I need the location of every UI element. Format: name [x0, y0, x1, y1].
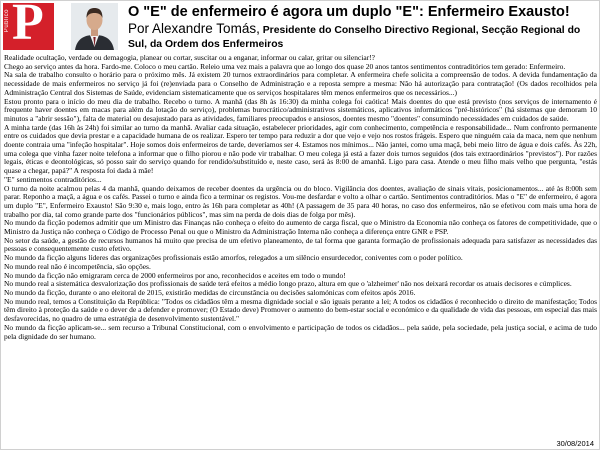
- paragraph: No mundo real não é incompetência, são opções.: [4, 261, 151, 271]
- newspaper-logo: [3, 3, 54, 50]
- author-name: Por Alexandre Tomás,: [128, 21, 260, 36]
- author-role: Presidente do Conselho Directivo Regional, Secção Regional do Sul, da Ordem dos Enfermeiros: [128, 25, 581, 50]
- author-portrait-icon: [71, 3, 118, 50]
- paragraph: O turno da noite acalmou pelas 4 da manhã, quando deixamos de receber doentes da urgência ou do bloco. Vigilância dos doentes, avaliação de sinais vitais, posicionamentos... até às 8:00h sem parar. Reponho a maçã, a água e os cafés. Passei o turno e ainda fico a terminar os registos. Vou-me desfardar e volto a olhar o cartão. Sentimentos contraditórios. Mas o "E" de enfermeiro, é agora um duplo "E", Enfermeiro Exausto! São 9:30 e, mais logo, entro às 16h para completar as 40h! (A passagem de 35 para 40 horas, no caso dos enfermeiros, não se efetivou com mais uma hora de trabalho por dia, tal como grande parte dos "funcionários públicos", mas sim na perda de dois dias de folga por mês).: [4, 183, 597, 219]
- paragraph: No mundo real, temos a Constituição da República: "Todos os cidadãos têm a mesma dignidade social e são iguais perante a lei; A todos os cidadãos é reconhecido o direito de manifestação; Todos têm direito à proteção da saúde e o dever de a defender e promover; (O Estado deve) Promover o aumento do bem-estar social e económico e da qualidade de vida das pessoas, em especial das mais desfavorecidas, no quadro de uma estratégia de desenvolvimento sustentável.": [4, 296, 597, 324]
- paragraph: Estou pronto para o início do meu dia de trabalho. Recebo o turno. A manhã (das 8h às 16:30) da minha colega foi caótica! Mais doentes do que está previsto (nos serviços de internamento é frequente haver doentes em macas para além da lotação do serviço), problemas burocrático/administrativos sistemáticos, aplicativos informáticos "pré-históricos" (há sistemas que demoram 10 minutos a "abrir sessão"), falta de material ou desajustado para as atividades, familiares preocupados e ansiosos, doentes mesmo "doentes" consumindo necessidades em cuidados de saúde.: [4, 96, 597, 123]
- paragraph: No mundo da ficção aplicam-se... sem recurso a Tribunal Constitucional, com o envolvimento e participação de todos os cidadãos... pela saúde, pela sociedade, pela justiça social, e acima de tudo pela dignidade do ser humano.: [4, 322, 597, 341]
- paragraph: No mundo da ficção não emigraram cerca de 2000 enfermeiros por ano, reconhecidos e aceites em todo o mundo!: [4, 270, 346, 280]
- paragraph: Chego ao serviço antes da hora. Fardo-me. Coloco o meu cartão. Releio uma vez mais a palavra que ao longo dos quase 20 anos tantos sentimentos contraditórios tem gerado: Enfermeiro.: [4, 61, 566, 71]
- logo-letter: P: [12, 3, 44, 50]
- article-body: [4, 54, 597, 447]
- article-title: O "E" de enfermeiro é agora um duplo "E": Enfermeiro Exausto!: [128, 4, 570, 20]
- paragraph: No mundo da ficção alguns líderes das organizações profissionais estão amorfos, relegados a um silêncio ensurdecedor, coniventes com o poder político.: [4, 253, 463, 263]
- author-photo: [71, 3, 118, 50]
- paragraph: No mundo real a sistemática desvalorização dos profissionais de saúde terá efeitos a médio longo prazo, altura em que o 'alzheimer' não nos deixará recordar os atuais decisores e cúmplices.: [4, 279, 572, 289]
- logo-word: Público: [4, 9, 10, 33]
- paragraph: Na sala de trabalho consulto o horário para o próximo mês. Já existem 20 turnos extraordinários para completar. A enfermeira chefe solicita a compreensão de todos. A devida fundamentação da necessidade de mais enfermeiros no serviço já foi (re)enviada para o Conselho de Administração e a reposta sempre a mesma: Não há autorização para contratação! (Os dados recolhidos pela Administração Central dos Sistemas de Saúde, evidenciam sistematicamente que os serviços hospitalares têm menos enfermeiros que os necessários...): [4, 70, 597, 97]
- article-byline: [128, 22, 596, 51]
- paragraph: No setor da saúde, a gestão de recursos humanos há muito que precisa de um efetivo planeamento, de tal forma que garanta formação de profissionais adequada para satisfazer as necessidades das pessoas e consequentemente custo efetivo.: [4, 235, 597, 254]
- paragraph: "E" sentimentos contraditórios...: [4, 174, 102, 184]
- paragraph: No mundo da ficção, durante o ano eleitoral de 2015, existirão medidas de circunstância ou decisões salomónicas com efeitos após 2016.: [4, 287, 416, 297]
- publication-date: 30/08/2014: [553, 439, 594, 448]
- paragraph: Realidade ocultação, verdade ou demagogia, planear ou cortar, suscitar ou a enganar, informar ou calar, gritar ou silenciar!?: [4, 54, 376, 62]
- paragraph: A minha tarde (das 16h às 24h) foi similar ao turno da manhã. Avaliar cada situação, estabelecer prioridades, agir com conhecimento, competência e responsabilidade... Num confronto permanente entre os cuidados que devia prestar e a capacidade humana de os realizar. Espero ter tempo para reduzir a dor que vejo e vejo nos rostos frágeis. Espero que ninguém caia da maca, nem que nenhum doente contraia uma "infeção hospitalar". Hoje somos dois enfermeiros de tarde, deveríamos ser 4. Estamos nos mínimos... Não jantei, como uma maçã, bebi meio litro de água e dois cafés. Às 22h, uma colega que vinha fazer noite telefona a informar que o filho piorou e não pode vir trabalhar. O meu colega já está a fazer dois turnos seguidos (dos tais extraordinários "previstos"). Por razões legais, éticas e deontológicas, só posso sair do serviço quando for rendido/substituído e, neste caso, será às 8:00 de amanhã. Ligo para casa. Atende o meu filho mais velho que pergunta, "estás quase a chegar, papá?" A resposta foi dada à mãe!: [4, 122, 597, 176]
- paragraph: No mundo da ficção podemos admitir que um Ministro das Finanças não conheça o efeito do aumento de carga fiscal, que o Ministro da Economia não conheça os fatores de competitividade, que o Ministro da Justiça não conheça o Código de Processo Penal ou que o Ministro da Administração Interna não conheça a diferença entre GNR e PSP.: [4, 218, 597, 237]
